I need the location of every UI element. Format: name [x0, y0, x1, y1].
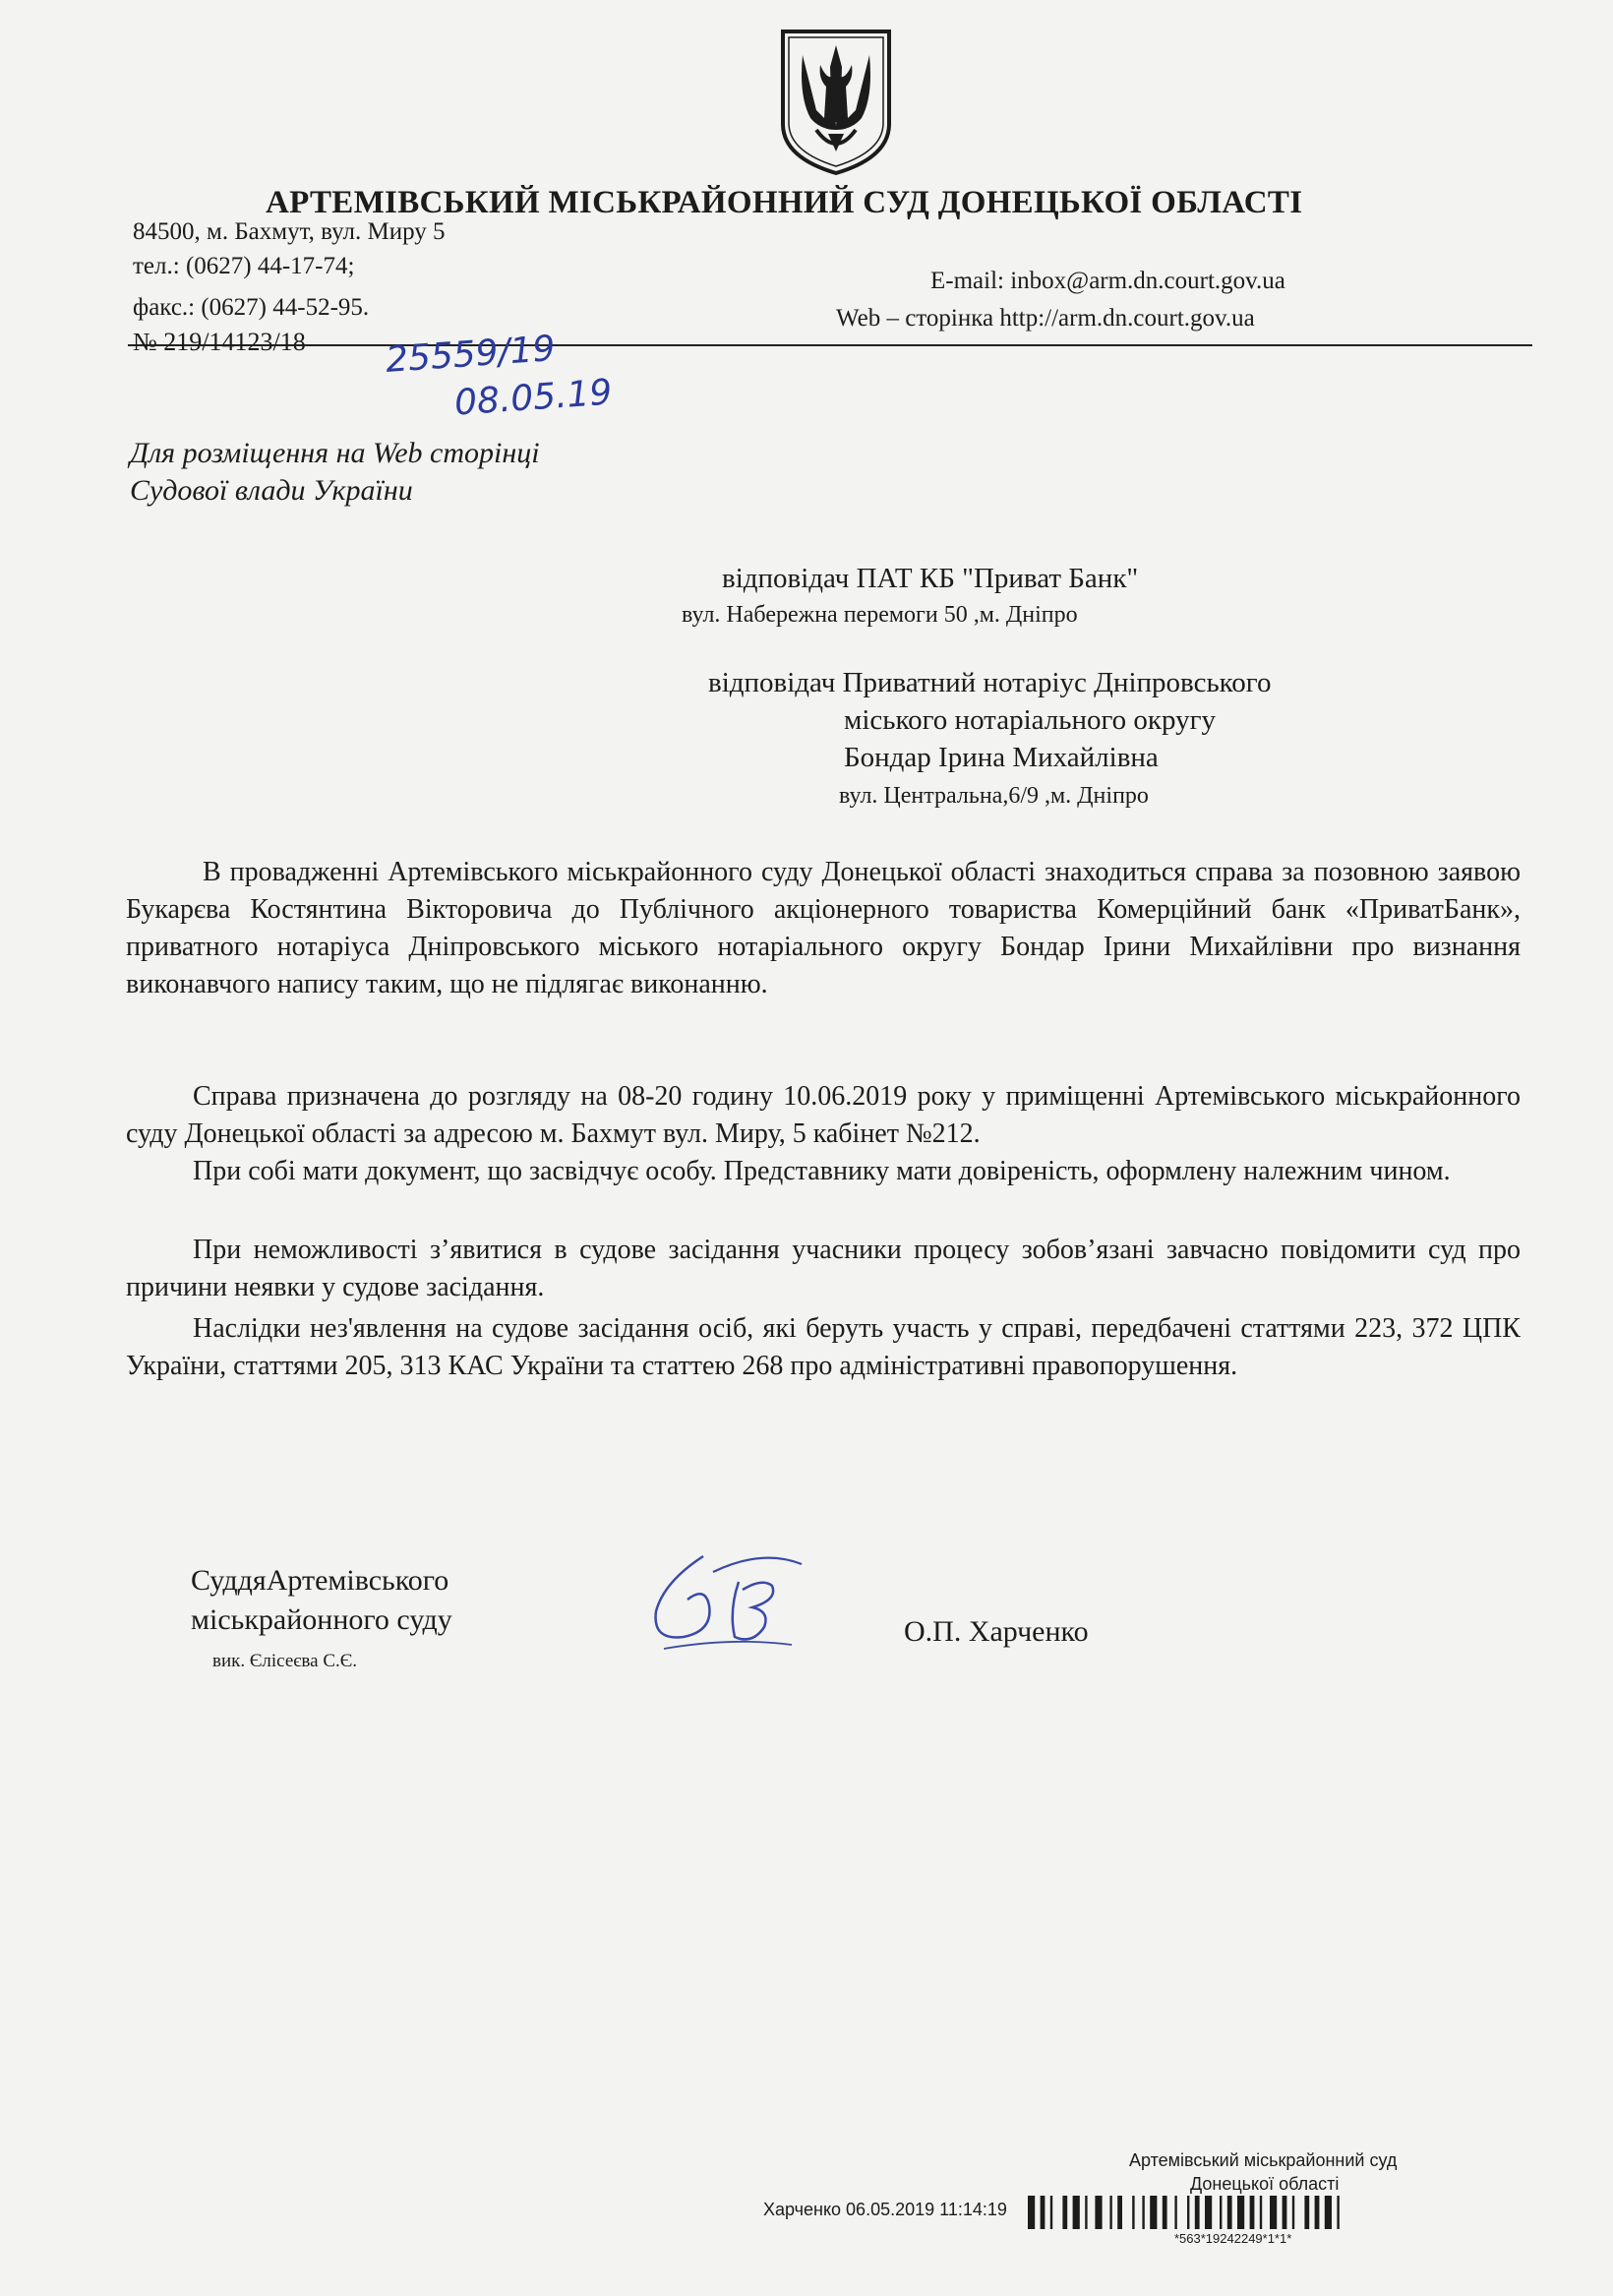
barcode-bar	[1062, 2196, 1067, 2229]
barcode-bar	[1237, 2196, 1244, 2229]
body-paragraph-2: Справа призначена до розгляду на 08-20 годину 10.06.2019 року у приміщенні Артемівського міськрайонного суду Донецької області за адресою м. Бахмут вул. Миру, 5 кабінет №212.	[126, 1081, 1521, 1149]
trident-emblem-icon	[777, 28, 895, 177]
barcode-bar	[1117, 2196, 1122, 2229]
recipient-2-line1: відповідач Приватний нотаріус Дніпровського	[708, 667, 1272, 698]
court-address: 84500, м. Бахмут, вул. Миру 5	[133, 218, 446, 245]
barcode-bar	[1132, 2196, 1134, 2229]
stamp-court-line1: Артемівський міськрайонний суд	[1129, 2150, 1398, 2170]
barcode-bar	[1304, 2196, 1309, 2229]
court-name: АРТЕМІВСЬКИЙ МІСЬКРАЙОННИЙ СУД ДОНЕЦЬКОЇ ОБЛАСТІ	[266, 185, 1303, 220]
executor-note: вик. Єлісеєва С.Є.	[212, 1651, 358, 1671]
barcode-text: *563*19242249*1*1*	[1174, 2231, 1292, 2246]
barcode-icon	[1028, 2196, 1510, 2235]
barcode-bar	[1073, 2196, 1080, 2229]
publication-note-line1: Для розміщення на Web сторінці	[130, 437, 540, 469]
case-number: № 219/14123/18	[133, 328, 306, 356]
barcode-bar	[1095, 2196, 1102, 2229]
barcode-bar	[1041, 2196, 1045, 2229]
body-paragraph-3: При собі мати документ, що засвідчує особу. Представнику мати довіреність, оформлену належним чином.	[193, 1156, 1451, 1186]
judge-title-line1: СуддяАртемівського	[191, 1564, 449, 1597]
barcode-bar	[1187, 2196, 1189, 2229]
recipient-2-line3: Бондар Ірина Михайлівна	[844, 742, 1159, 773]
barcode-bar	[1150, 2196, 1157, 2229]
stamp-court-line2: Донецької області	[1190, 2174, 1340, 2194]
barcode-bar	[1260, 2196, 1262, 2229]
recipient-1-address: вул. Набережна перемоги 50 ,м. Дніпро	[682, 602, 1078, 628]
barcode-bar	[1085, 2196, 1087, 2229]
recipient-1-name: відповідач ПАТ КБ "Приват Банк"	[722, 563, 1139, 594]
handwritten-signature-icon	[644, 1542, 821, 1661]
court-web: Web – сторінка http://arm.dn.court.gov.ua	[836, 305, 1255, 332]
barcode-bar	[1142, 2196, 1144, 2229]
stamp-signed-by: Харченко 06.05.2019 11:14:19	[763, 2200, 1007, 2219]
judge-title-line2: міськрайонного суду	[191, 1603, 452, 1636]
barcode-bar	[1220, 2196, 1222, 2229]
judge-name: О.П. Харченко	[904, 1615, 1089, 1648]
court-fax: факс.: (0627) 44-52-95.	[133, 294, 370, 321]
barcode-bar	[1163, 2196, 1167, 2229]
barcode-bar	[1205, 2196, 1212, 2229]
barcode-bar	[1270, 2196, 1277, 2229]
barcode-bar	[1315, 2196, 1320, 2229]
header-divider	[128, 344, 1532, 346]
court-email: E-mail: inbox@arm.dn.court.gov.ua	[930, 268, 1285, 294]
barcode-bar	[1109, 2196, 1111, 2229]
barcode-bar	[1337, 2196, 1339, 2229]
barcode-bar	[1174, 2196, 1176, 2229]
body-paragraph-5: Наслідки нез'явлення на судове засідання осіб, які беруть участь у справі, передбачені статтями 223, 372 ЦПК України, статтями 205, 313 КАС України та статтею 268 про адміністративні правопорушення.	[126, 1313, 1521, 1381]
publication-note-line2: Судової влади України	[130, 474, 413, 507]
handwritten-incoming-date: 08.05.19	[452, 372, 614, 424]
barcode-bar	[1283, 2196, 1287, 2229]
court-phone: тел.: (0627) 44-17-74;	[133, 253, 355, 279]
barcode-bar	[1028, 2196, 1035, 2229]
handwritten-incoming-number: 25559/19	[384, 329, 557, 381]
recipient-2-line2: міського нотаріального округу	[844, 704, 1217, 736]
barcode-bar	[1250, 2196, 1255, 2229]
barcode-bar	[1050, 2196, 1052, 2229]
barcode-bar	[1325, 2196, 1332, 2229]
recipient-2-address: вул. Центральна,6/9 ,м. Дніпро	[839, 783, 1149, 809]
body-paragraph-4: При неможливості з’явитися в судове засідання учасники процесу зобов’язані завчасно повідомити суд про причини неявки у судове засідання.	[126, 1235, 1521, 1302]
body-paragraph-1: В провадженні Артемівського міськрайонного суду Донецької області знаходиться справа за позовною заявою Букарєва Костянтина Вікторовича до Публічного акціонерного товариства Комерційний банк «ПриватБанк», приватного нотаріуса Дніпровського міського нотаріального округу Бондар Ірини Михайлівни про визнання виконавчого напису таким, що не підлягає виконанню.	[126, 857, 1521, 999]
barcode-bar	[1195, 2196, 1200, 2229]
barcode-bar	[1292, 2196, 1294, 2229]
barcode-bar	[1227, 2196, 1232, 2229]
